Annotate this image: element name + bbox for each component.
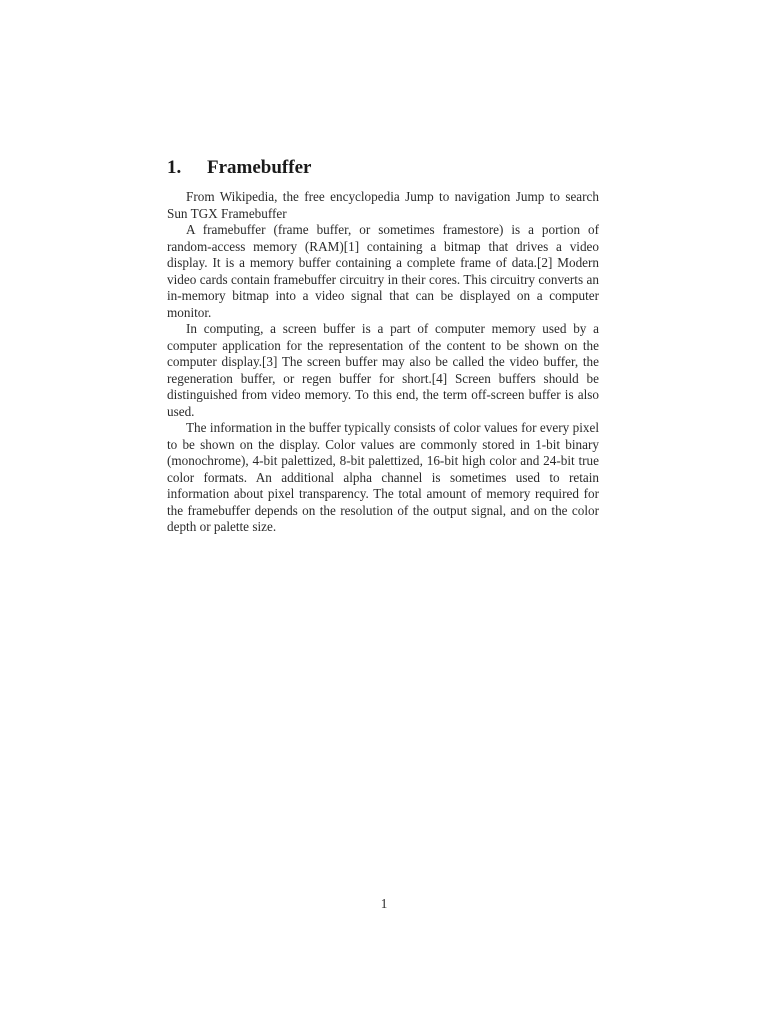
paragraph-intro: From Wikipedia, the free encyclopedia Jump to navigation Jump to search Sun TGX Framebuffer xyxy=(167,189,599,221)
section-number: 1. xyxy=(167,157,182,178)
section-title: Framebuffer xyxy=(207,157,312,178)
paragraph-color-values: The information in the buffer typically consists of color values for every pixel to be shown on the display. Color values are commonly stored in 1-bit binary (monochrome), 4-bit palettized, 8-bit palettized, 16-bit high color and 24-bit true color formats. An additional alpha channel is sometimes used to retain information about pixel transparency. The total amount of memory required for the framebuffer depends on the resolution of the output signal, and on the color depth or palette size. xyxy=(167,420,599,534)
page-number: 1 xyxy=(380,896,388,911)
section-heading xyxy=(167,156,607,180)
paragraph-screen-buffer: In computing, a screen buffer is a part of computer memory used by a computer application for the representation of the content to be shown on the computer display.[3] The screen buffer may also be called the video buffer, the regeneration buffer, or regen buffer for short.[4] Screen buffers should be distinguished from video memory. To this end, the term off-screen buffer is also used. xyxy=(167,321,599,419)
body-text xyxy=(167,189,599,536)
paragraph-definition: A framebuffer (frame buffer, or sometimes framestore) is a portion of random-access memory (RAM)[1] containing a bitmap that drives a video display. It is a memory buffer containing a complete frame of data.[2] Modern video cards contain framebuffer circuitry in their cores. This circuitry converts an in-memory bitmap into a video signal that can be displayed on a computer monitor. xyxy=(167,222,599,320)
